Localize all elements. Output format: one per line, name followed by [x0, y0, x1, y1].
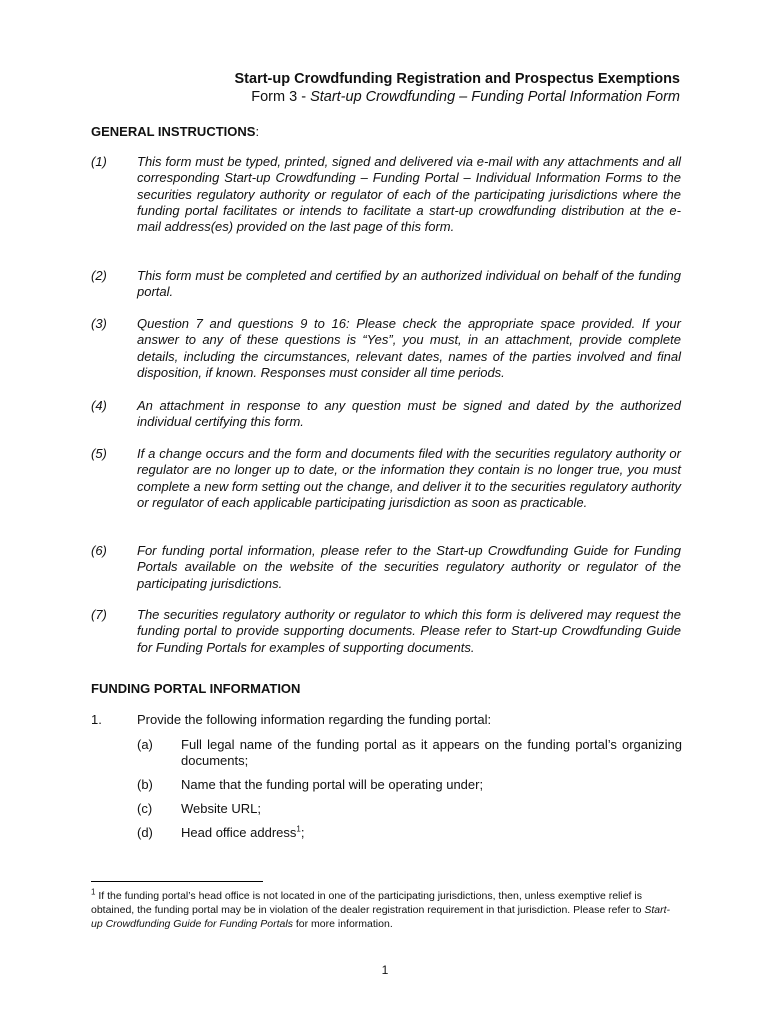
footnote-text-italic: Start-up Crowdfunding Guide for Funding Portals [91, 904, 670, 930]
page-number: 1 [381, 963, 389, 977]
instruction-number: (4) [91, 398, 107, 413]
instruction-text: The securities regulatory authority or regulator to which this form is delivered may request the funding portal to provide supporting documents. Please refer to Start-up Crowdfunding Guide for Funding Portals for examples of supporting documents. [137, 607, 681, 655]
instruction-text: An attachment in response to any question must be signed and dated by the authorized individual certifying this form. [137, 398, 681, 430]
instruction-text: This form must be typed, printed, signed and delivered via e-mail with any attachments and all corresponding Start-up Crowdfunding – Funding Portal – Individual Information Forms to the securities regulatory authority or regulator of each of the participating jurisdictions where the funding portal facilitates or intends to facilitate a start-up crowdfunding distribution at the e-mail address(es) provided on the last page of this form. [137, 154, 681, 235]
footnote-text-before: If the funding portal’s head office is not located in one of the participating jurisdictions, then, unless exemptive relief is obtained, the funding portal may be in violation of the dealer registration requirement in that jurisdiction. Please refer to [91, 890, 645, 916]
instruction-text: This form must be completed and certified by an authorized individual on behalf of the funding portal. [137, 268, 681, 300]
subtitle-italic: Start-up Crowdfunding – Funding Portal Information Form [310, 89, 680, 105]
instruction-item [91, 154, 681, 235]
sub-item-label: (b) [137, 777, 153, 792]
sub-item-text-main: Head office address [181, 825, 297, 840]
instruction-item [91, 398, 681, 431]
instruction-text: For funding portal information, please refer to the Start-up Crowdfunding Guide for Funding Portals available on the website of the securities regulatory authority or regulator of the participating jurisdictions. [137, 543, 681, 591]
footnote-separator [91, 881, 263, 882]
subtitle-prefix: Form 3 - [251, 89, 311, 105]
instruction-number: (3) [91, 316, 107, 331]
document-title-block [235, 70, 681, 106]
instruction-item [91, 446, 681, 511]
funding-portal-heading: FUNDING PORTAL INFORMATION [91, 681, 301, 696]
footnote-marker: 1 [91, 887, 96, 897]
instruction-item [91, 316, 681, 381]
instruction-number: (1) [91, 154, 107, 169]
instruction-item [91, 268, 681, 301]
sub-item [137, 801, 682, 817]
footnote [91, 889, 681, 931]
question-text: Provide the following information regarding the funding portal: [137, 712, 492, 727]
sub-item [137, 737, 682, 770]
instruction-item [91, 543, 681, 592]
document-subtitle [235, 88, 681, 106]
footnote-reference[interactable]: 1 [296, 824, 301, 834]
general-instructions-heading [91, 124, 259, 139]
general-heading-colon: : [255, 124, 260, 139]
instruction-text: If a change occurs and the form and documents filed with the securities regulatory authority or regulator are no longer up to date, or the information they contain is no longer true, you must complete a new form setting out the change, and deliver it to the securities regulatory authority or regulator of each applicable participating jurisdiction as soon as practicable. [137, 446, 681, 510]
instruction-number: (6) [91, 543, 107, 558]
sub-item-label: (c) [137, 801, 153, 816]
sub-item [137, 777, 682, 793]
sub-item [137, 825, 682, 841]
sub-item-text: Name that the funding portal will be operating under; [181, 777, 484, 792]
sub-item-text [181, 825, 682, 841]
instruction-item [91, 607, 681, 656]
sub-item-text: Website URL; [181, 801, 261, 816]
document-title: Start-up Crowdfunding Registration and Prospectus Exemptions [234, 71, 680, 87]
instruction-number: (2) [91, 268, 107, 283]
sub-item-label: (d) [137, 825, 153, 840]
instruction-text: Question 7 and questions 9 to 16: Please check the appropriate space provided. If your answer to any of these questions is “Yes”, you must, in an attachment, provide complete details, including the circumstances, relevant dates, names of the parties involved and final disposition, if known. Responses must consider all time periods. [137, 316, 681, 380]
sub-item-text-suffix: ; [300, 825, 305, 840]
sub-item-label: (a) [137, 737, 153, 752]
sub-item-text: Full legal name of the funding portal as it appears on the funding portal’s organizing documents; [181, 737, 682, 769]
question-number: 1. [91, 712, 102, 727]
general-heading-text: GENERAL INSTRUCTIONS [91, 124, 256, 139]
instruction-number: (7) [91, 607, 107, 622]
footnote-text-after: for more information. [292, 918, 393, 930]
instruction-number: (5) [91, 446, 107, 461]
question-item [91, 712, 681, 728]
